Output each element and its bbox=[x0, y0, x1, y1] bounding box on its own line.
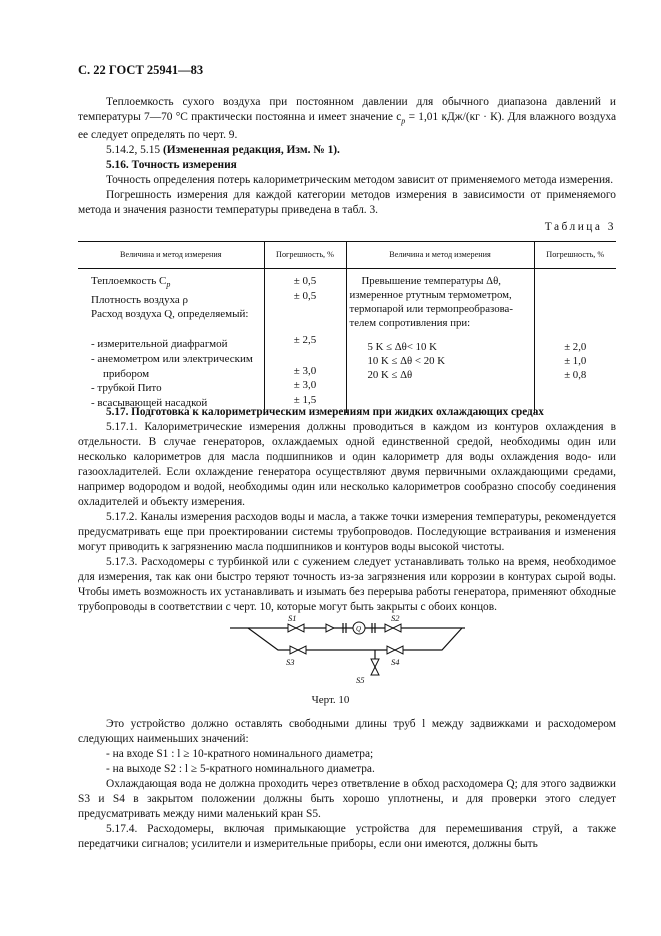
section-title-5-16: 5.16. Точность измерения bbox=[106, 159, 237, 172]
table-row-label: Плотность воздуха ρ bbox=[91, 293, 189, 306]
table-value: ± 2,5 bbox=[293, 334, 317, 346]
paragraph-pipe-lengths: Это устройство должно оставлять свободными длины труб l между задвижками и расходомером следующих наименьших значений: bbox=[78, 718, 616, 745]
paragraph-amendment: 5.14.2, 5.15 (Измененная редакция, Изм. № 1). bbox=[106, 144, 340, 157]
valve-s2-icon bbox=[385, 624, 401, 632]
intro-section bbox=[78, 95, 616, 218]
valve-s5-icon bbox=[371, 659, 379, 675]
section-5-17 bbox=[78, 405, 616, 615]
table-header-cell: Погрешность, % bbox=[534, 242, 616, 269]
table-row-label: Расход воздуха Q, определяемый: bbox=[91, 308, 249, 321]
table-row-label: 20 K ≤ Δθ bbox=[367, 369, 413, 381]
list-item-inlet: - на входе S1 : l ≥ 10-кратного номинального диаметра; bbox=[106, 748, 374, 760]
paragraph-error: Погрешность измерения для каждой категории методов измерения в зависимости от применяемого метода и значения разности температуры приведена в табл. 3. bbox=[78, 189, 616, 217]
table-row-label: 5 K ≤ Δθ< 10 K bbox=[367, 341, 437, 353]
label-s4: S4 bbox=[391, 657, 400, 667]
right-values-cell bbox=[534, 269, 616, 414]
table-header-row bbox=[78, 242, 616, 269]
table-value: ± 1,5 bbox=[293, 393, 317, 406]
figure-caption: Черт. 10 bbox=[311, 694, 350, 706]
page-header: С. 22 ГОСТ 25941—83 bbox=[78, 63, 204, 77]
paragraph-bypass: Охлаждающая вода не должна проходить через ответвление в обход расходомера Q; для этого задвижки S3 и S4 в закрытом положении должны быть хорошо уплотнены, и для проверки этого следует предусматривать между ними маленький кран S5. bbox=[78, 778, 616, 820]
label-q: Q bbox=[356, 625, 362, 633]
table-value: ± 0,5 bbox=[293, 275, 317, 287]
table-3-block bbox=[78, 220, 616, 413]
table-value: ± 2,0 bbox=[564, 341, 587, 353]
label-s3: S3 bbox=[286, 657, 295, 667]
list-item-outlet: - на выходе S2 : l ≥ 5-кратного номинального диаметра. bbox=[106, 763, 375, 775]
table-header-cell: Погрешность, % bbox=[264, 242, 346, 269]
label-s2: S2 bbox=[391, 613, 400, 623]
table-row-label: измеренное ртутным термометром, bbox=[349, 289, 512, 301]
section-5-17-continued bbox=[78, 717, 616, 852]
figure-10-diagram bbox=[230, 612, 465, 687]
table-caption: Таблица 3 bbox=[544, 221, 616, 233]
right-labels-cell bbox=[346, 269, 534, 414]
paragraph-5-17-4: 5.17.4. Расходомеры, включая примыкающие устройства для перемешивания струй, а также передатчики сигналов; усилители и измерительные приборы, если они имеются, должны быть bbox=[78, 823, 616, 850]
left-values-cell bbox=[264, 269, 346, 414]
paragraph-accuracy: Точность определения потерь калориметрическим методом зависит от применяемого метода измерения. bbox=[106, 174, 614, 187]
left-labels-cell bbox=[78, 269, 264, 414]
table-row-label: Теплоемкость $C_p$ bbox=[91, 275, 171, 290]
table-row-label: Превышение температуры Δθ, bbox=[361, 275, 501, 287]
table-body-row bbox=[78, 269, 616, 414]
valve-s1-icon bbox=[288, 624, 304, 632]
valve-s4-icon bbox=[387, 646, 403, 654]
table-row-label: - измерительной диафрагмой bbox=[91, 337, 228, 350]
table-row-label: 10 K ≤ Δθ < 20 K bbox=[367, 355, 446, 367]
valve-s3-icon bbox=[290, 646, 306, 654]
table-header-cell: Величина и метод измерения bbox=[78, 242, 264, 269]
table-row-label: - анемометром или электрическим bbox=[91, 353, 253, 366]
table-row-label: - трубкой Пито bbox=[91, 382, 162, 395]
table-value: ± 0,8 bbox=[564, 369, 587, 381]
paragraph-heat-capacity: Теплоемкость сухого воздуха при постоянном давлении для обычного диапазона давлений и температуры 7—70 °С практически постоянна и имеет значение $c_p = 1,01$ кДж/(кг · К). Для влажного воздуха ее следует определять по черт. 9. bbox=[78, 96, 616, 142]
label-s5: S5 bbox=[356, 675, 365, 685]
table-3 bbox=[78, 241, 616, 413]
table-row-label: прибором bbox=[103, 367, 150, 380]
paragraph-5-17-1: 5.17.1. Калориметрические измерения должны проводиться в каждом из контуров охлаждения в отдельности. В случае генераторов, охлаждаемых одной единственной средой, необходимы один или несколько калориметров для масла подшипников и один калориметр для воды охлаждения водо- или газоохладителей. Если охлаждение генератора осуществляют двумя первичными охлаждающими средами, например водородом и водой, необходимы один или несколько калориметров сообразно способу соединения охладителей и объекту измерения. bbox=[78, 421, 616, 508]
section-title-5-17: 5.17. Подготовка к калориметрическим измерениям при жидких охлаждающих средах bbox=[106, 406, 544, 418]
table-row-label: - всасывающей насадкой bbox=[91, 396, 208, 409]
table-header-cell: Величина и метод измерения bbox=[346, 242, 534, 269]
table-value: ± 1,0 bbox=[564, 355, 587, 367]
table-value: ± 3,0 bbox=[293, 364, 317, 377]
table-value: ± 3,0 bbox=[293, 379, 317, 391]
table-row-label: термопарой или термопреобразова- bbox=[349, 303, 513, 315]
arrow-icon bbox=[326, 624, 334, 632]
table-row-label: телем сопротивления при: bbox=[349, 317, 471, 329]
table-value: ± 0,5 bbox=[293, 289, 317, 302]
paragraph-5-17-2: 5.17.2. Каналы измерения расходов воды и масла, а также точки измерения температуры, рекомендуется предусматривать еще при проектировании системы трубопроводов. Последующие встраивания и изменения могут приводить к загрязнению масла подшипников и контуров воды высокой чистоты. bbox=[78, 511, 616, 553]
label-s1: S1 bbox=[288, 613, 297, 623]
paragraph-5-17-3: 5.17.3. Расходомеры с турбинкой или с сужением следует устанавливать только на время, необходимое для измерения, так как они быстро теряют точность из-за загрязнения или коррозии в контурах сырой воды. Чтобы иметь возможность их устанавливать и изымать без перерыва работы генератора, применяют обходные трубопроводы в соответствии с черт. 10, которые могут быть закрыты с обоих концов. bbox=[78, 556, 616, 613]
